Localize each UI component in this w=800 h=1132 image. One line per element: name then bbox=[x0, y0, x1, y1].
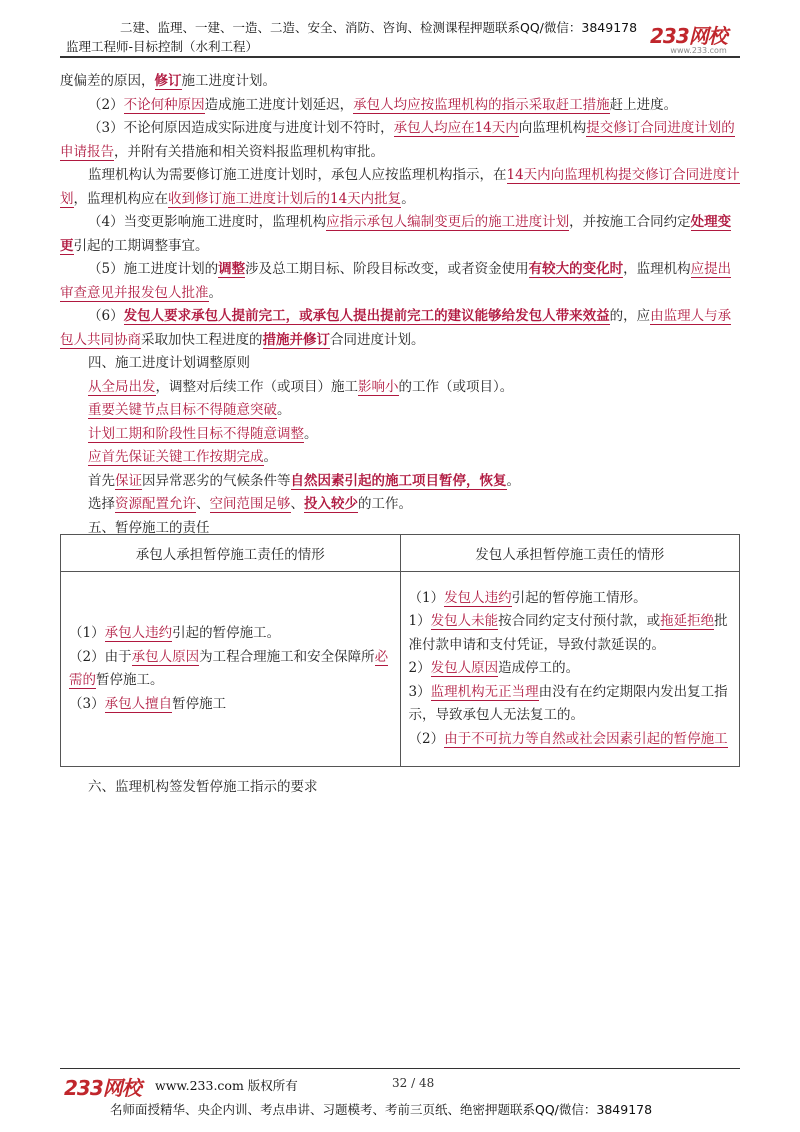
list-item: 应首先保证关键工作按期完成。 bbox=[88, 449, 277, 465]
table-header-cell: 发包人承担暂停施工责任的情形 bbox=[400, 535, 740, 572]
section-heading: 四、施工进度计划调整原则 bbox=[88, 355, 250, 371]
header-divider bbox=[60, 56, 740, 58]
paragraph: （2）不论何种原因造成施工进度计划延迟，承包人均应按监理机构的指示采取赶工措施赶上进度。 bbox=[88, 96, 678, 113]
table-header-row bbox=[61, 535, 740, 572]
paragraph: （4）当变更影响施工进度时，监理机构应指示承包人编制变更后的施工进度计划，并按施工合同约定处理变更引起的工期调整事宜。 bbox=[60, 214, 732, 254]
header-subtitle: 监理工程师-目标控制（水利工程） bbox=[66, 39, 259, 54]
list-item: 从全局出发，调整对后续工作（或项目）施工影响小的工作（或项目）。 bbox=[88, 378, 514, 395]
list-item: （1）承包人违约引起的暂停施工。 bbox=[69, 625, 281, 641]
list-item: 3）监理机构无正当理由没有在约定期限内发出复工指示，导致承包人无法复工的。 bbox=[408, 683, 728, 724]
page-number: 32 / 48 bbox=[392, 1076, 435, 1090]
paragraph: （5）施工进度计划的调整涉及总工期目标、阶段目标改变，或者资金使用有较大的变化时，监理机构应提出审查意见并报发包人批准。 bbox=[60, 261, 732, 301]
table-cell-employer bbox=[400, 572, 740, 767]
list-item: （2）由于不可抗力等自然或社会因素引起的暂停施工 bbox=[408, 730, 728, 747]
footer-logo: 233网校 bbox=[64, 1076, 141, 1100]
list-item: 重要关键节点目标不得随意突破。 bbox=[88, 402, 291, 418]
document-body bbox=[60, 70, 740, 540]
section-heading: 六、监理机构签发暂停施工指示的要求 bbox=[88, 779, 318, 795]
footer-contact-line: 名师面授精华、央企内训、考点串讲、习题模考、考前三页纸、绝密押题联系QQ/微信：3849178 bbox=[110, 1102, 653, 1117]
list-item: （1）发包人违约引起的暂停施工情形。 bbox=[408, 589, 647, 606]
table-row bbox=[61, 572, 740, 767]
section-heading: 五、暂停施工的责任 bbox=[88, 519, 210, 536]
table-header-cell: 承包人承担暂停施工责任的情形 bbox=[61, 535, 401, 572]
header-contact-line: 二建、监理、一建、一造、二造、安全、消防、咨询、检测课程押题联系QQ/微信：3849178 bbox=[120, 20, 638, 35]
paragraph: 监理机构认为需要修订施工进度计划时，承包人应按监理机构指示，在14天内向监理机构提交修订合同进度计划，监理机构应在收到修订施工进度计划后的14天内批复。 bbox=[60, 167, 740, 207]
list-item: 1）发包人未能按合同约定支付预付款，或拖延拒绝批准付款申请和支付凭证，导致付款延误的。 bbox=[408, 613, 728, 653]
paragraph: （3）不论何原因造成实际进度与进度计划不符时，承包人均应在14天内向监理机构提交修订合同进度计划的申请报告，并附有关措施和相关资料报监理机构审批。 bbox=[60, 120, 735, 160]
list-item: （2）由于承包人原因为工程合理施工和安全保障所必需的暂停施工。 bbox=[69, 648, 389, 688]
paragraph: 度偏差的原因，修订施工进度计划。 bbox=[60, 73, 276, 89]
list-item: 选择资源配置允许、空间范围足够、投入较少的工作。 bbox=[88, 496, 412, 512]
brand-logo: 233网校 www.233.com bbox=[650, 24, 727, 55]
list-item: 计划工期和阶段性目标不得随意调整。 bbox=[88, 425, 318, 442]
footer-copyright: www.233.com 版权所有 bbox=[155, 1078, 298, 1093]
table-cell-contractor bbox=[61, 572, 401, 767]
list-item: （3）承包人擅自暂停施工 bbox=[69, 695, 227, 712]
footer-divider bbox=[60, 1068, 740, 1069]
responsibility-table bbox=[60, 534, 740, 767]
list-item: 首先保证因异常恶劣的气候条件等自然因素引起的施工项目暂停，恢复。 bbox=[88, 472, 520, 489]
list-item: 2）发包人原因造成停工的。 bbox=[408, 660, 580, 677]
paragraph: （6）发包人要求承包人提前完工，或承包人提出提前完工的建议能够给发包人带来效益的，应由监理人与承包人共同协商采取加快工程进度的措施并修订合同进度计划。 bbox=[60, 308, 732, 348]
